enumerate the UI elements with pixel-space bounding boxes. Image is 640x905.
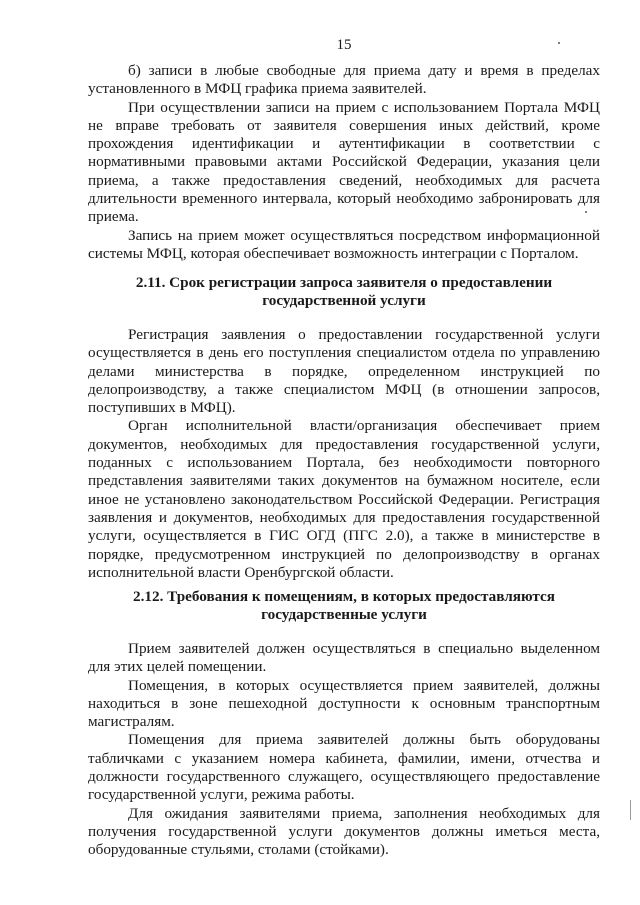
- paragraph-info-system: Запись на прием может осуществляться посредством информационной системы МФЦ, которая обеспечивает возможность интеграции с Порталом.: [88, 226, 600, 262]
- paragraph-registration: Регистрация заявления о предоставлении государственной услуги осуществляется в день его поступления специалистом отдела по управлению делами министерства в порядке, определенном инструкцией по делопроизводству, а также специалистом МФЦ (в отношении запросов, поступивших в МФЦ).: [88, 326, 600, 417]
- text-block-intro: [88, 62, 600, 263]
- page-number: 15: [336, 37, 352, 53]
- section-heading-2-11: 2.11. Срок регистрации запроса заявителя о предоставлении государственной услуги: [135, 274, 553, 309]
- section-heading-2-12: 2.12. Требования к помещениям, в которых предоставляются государственные услуги: [133, 588, 555, 623]
- paragraph-reception-room: Прием заявителей должен осуществляться в специально выделенном для этих целей помещении.: [88, 640, 600, 676]
- paragraph-portal-record: При осуществлении записи на прием с использованием Портала МФЦ не вправе требовать от заявителя совершения иных действий, кроме прохождения идентификации и аутентификации в соответствии с нормативными правовыми актами Российской Федерации, указания цели приема, а также предоставления сведений, необходимых для расчета длительности временного интервала, который необходимо забронировать для приема.: [88, 98, 600, 226]
- paragraph-pedestrian-access: Помещения, в которых осуществляется прием заявителей, должны находиться в зоне пешеходной доступности к основным транспортным магистралям.: [88, 676, 600, 731]
- text-block-2-12: [88, 640, 600, 860]
- text-block-2-11: [88, 326, 600, 582]
- paragraph-authority-acceptance: Орган исполнительной власти/организация обеспечивает прием документов, необходимых для предоставления государственной услуги, поданных с использованием Портала, без необходимости повторного представления заявителями таких документов на бумажном носителе, если иное не установлено законодательством Российской Федерации. Регистрация заявления и документов, необходимых для предоставления государственной услуги, осуществляется в ГИС ОГД (ПГС 2.0), а также в министерстве в порядке, предусмотренном инструкцией по делопроизводству в органах исполнительной власти Оренбургской области.: [88, 417, 600, 581]
- scan-edge-mark: [630, 800, 631, 820]
- paragraph-room-signage: Помещения для приема заявителей должны быть оборудованы табличками с указанием номера кабинета, фамилии, имени, отчества и должности государственного служащего, осуществляющего предоставление государственной услуги, режима работы.: [88, 731, 600, 804]
- paragraph-waiting-places: Для ожидания заявителями приема, заполнения необходимых для получения государственной услуги документов должны иметься места, оборудованные стульями, столами (стойками).: [88, 804, 600, 859]
- paragraph-record-slots: б) записи в любые свободные для приема дату и время в пределах установленного в МФЦ графика приема заявителей.: [88, 62, 600, 98]
